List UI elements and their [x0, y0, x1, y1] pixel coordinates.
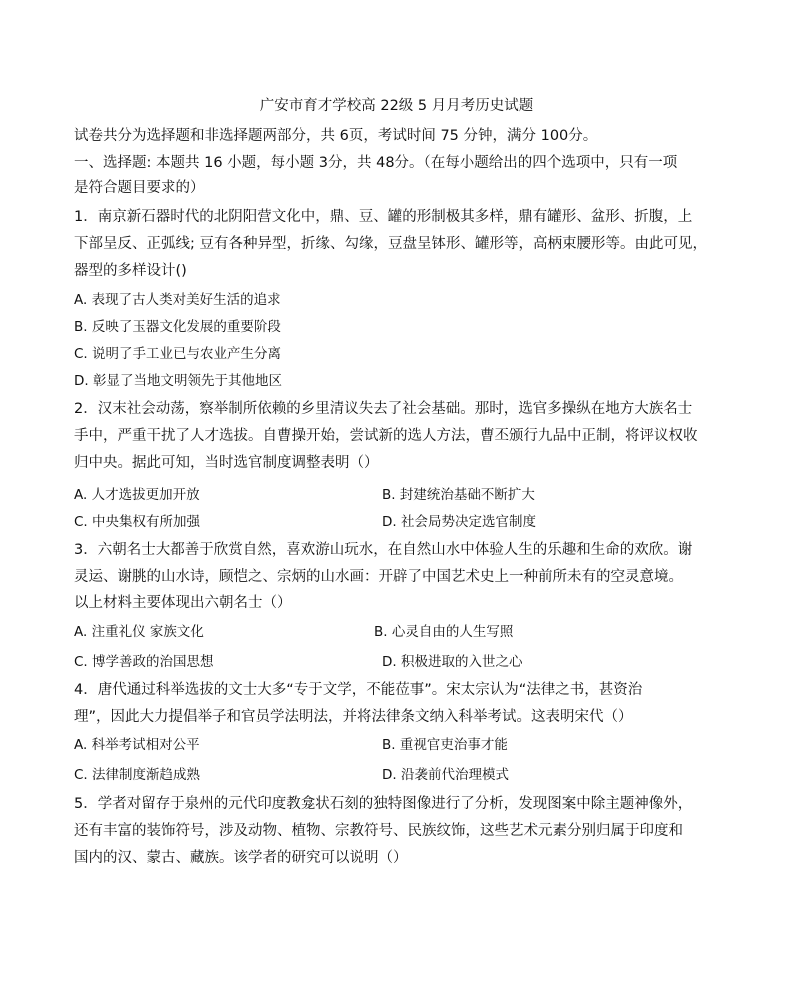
q4-option-b: B. 重视官吏治事才能 [382, 737, 508, 753]
q1-stem-line-3: 器型的多样设计() [74, 263, 187, 279]
q3-option-d: D. 积极进取的入世之心 [382, 654, 523, 670]
q3-option-b: B. 心灵自由的人生写照 [374, 624, 514, 640]
q5-stem-line-1: 5．学者对留存于泉州的元代印度教龛状石刻的独特图像进行了分析，发现图案中除主题神像外， [74, 796, 693, 812]
q5-stem-line-2: 还有丰富的装饰符号，涉及动物、植物、宗教符号、民族纹饰，这些艺术元素分别归属于印度和 [74, 823, 683, 839]
q2-stem-line-1: 2．汉末社会动荡，察举制所依赖的乡里清议失去了社会基础。那时，选官多操纵在地方大族名士 [74, 401, 693, 417]
q4-option-a: A. 科举考试相对公平 [74, 737, 200, 753]
q2-option-d: D. 社会局势决定选官制度 [382, 514, 536, 530]
q1-option-d: D. 彰显了当地文明领先于其他地区 [74, 373, 282, 389]
q2-option-a: A. 人才选拔更加开放 [74, 487, 200, 503]
q3-stem-line-1: 3．六朝名士大都善于欣赏自然，喜欢游山玩水，在自然山水中体验人生的乐趣和生命的欢欣。谢 [74, 542, 693, 558]
q2-option-b: B. 封建统治基础不断扩大 [382, 487, 535, 503]
q4-stem-line-1: 4．唐代通过科举选拔的文士大多“专于文学，不能莅事”。宋太宗认为“法律之书，甚资治 [74, 682, 643, 698]
q4-option-c: C. 法律制度渐趋成熟 [74, 767, 201, 783]
q1-stem-line-1: 1．南京新石器时代的北阴阳营文化中，鼎、豆、罐的形制极其多样，鼎有罐形、盆形、折腹，上 [74, 209, 693, 225]
q2-option-c: C. 中央集权有所加强 [74, 514, 201, 530]
q2-stem-line-2: 手中，严重干扰了人才选拔。自曹操开始，尝试新的选人方法，曹丕颁行九品中正制，将评议权收 [74, 428, 698, 444]
section-heading-line-2: 是符合题目要求的） [74, 180, 205, 196]
q1-option-b: B. 反映了玉器文化发展的重要阶段 [74, 319, 281, 335]
q3-option-a: A. 注重礼仪 家族文化 [74, 624, 204, 640]
q2-stem-line-3: 归中央。据此可知，当时选官制度调整表明（） [74, 455, 379, 471]
q4-option-d: D. 沿袭前代治理模式 [382, 767, 509, 783]
q4-stem-line-2: 理”，因此大力提倡举子和官员学法明法，并将法律条文纳入科举考试。这表明宋代（） [74, 709, 633, 725]
exam-intro: 试卷共分为选择题和非选择题两部分，共 6页，考试时间 75 分钟，满分 100分。 [74, 128, 598, 144]
q3-option-c: C. 博学善政的治国思想 [74, 654, 214, 670]
q3-stem-line-3: 以上材料主要体现出六朝名士（） [74, 595, 292, 611]
q3-stem-line-2: 灵运、谢朓的山水诗，顾恺之、宗炳的山水画：开辟了中国艺术史上一种前所未有的空灵意境。 [74, 569, 683, 585]
q1-stem-line-2: 下部呈反、正弧线; 豆有各种异型，折缘、勾缘，豆盘呈钵形、罐形等，高柄束腰形等。由此可见， [74, 236, 707, 252]
q1-option-a: A. 表现了古人类对美好生活的追求 [74, 292, 281, 308]
document-title: 广安市育才学校高 22级 5 月月考历史试题 [259, 98, 534, 114]
q5-stem-line-3: 国内的汉、蒙古、藏族。该学者的研究可以说明（） [74, 850, 408, 866]
section-heading-line-1: 一、选择题: 本题共 16 小题，每小题 3分，共 48分。（在每小题给出的四个选项中，只有一项 [74, 155, 678, 171]
q1-option-c: C. 说明了手工业已与农业产生分离 [74, 346, 282, 362]
